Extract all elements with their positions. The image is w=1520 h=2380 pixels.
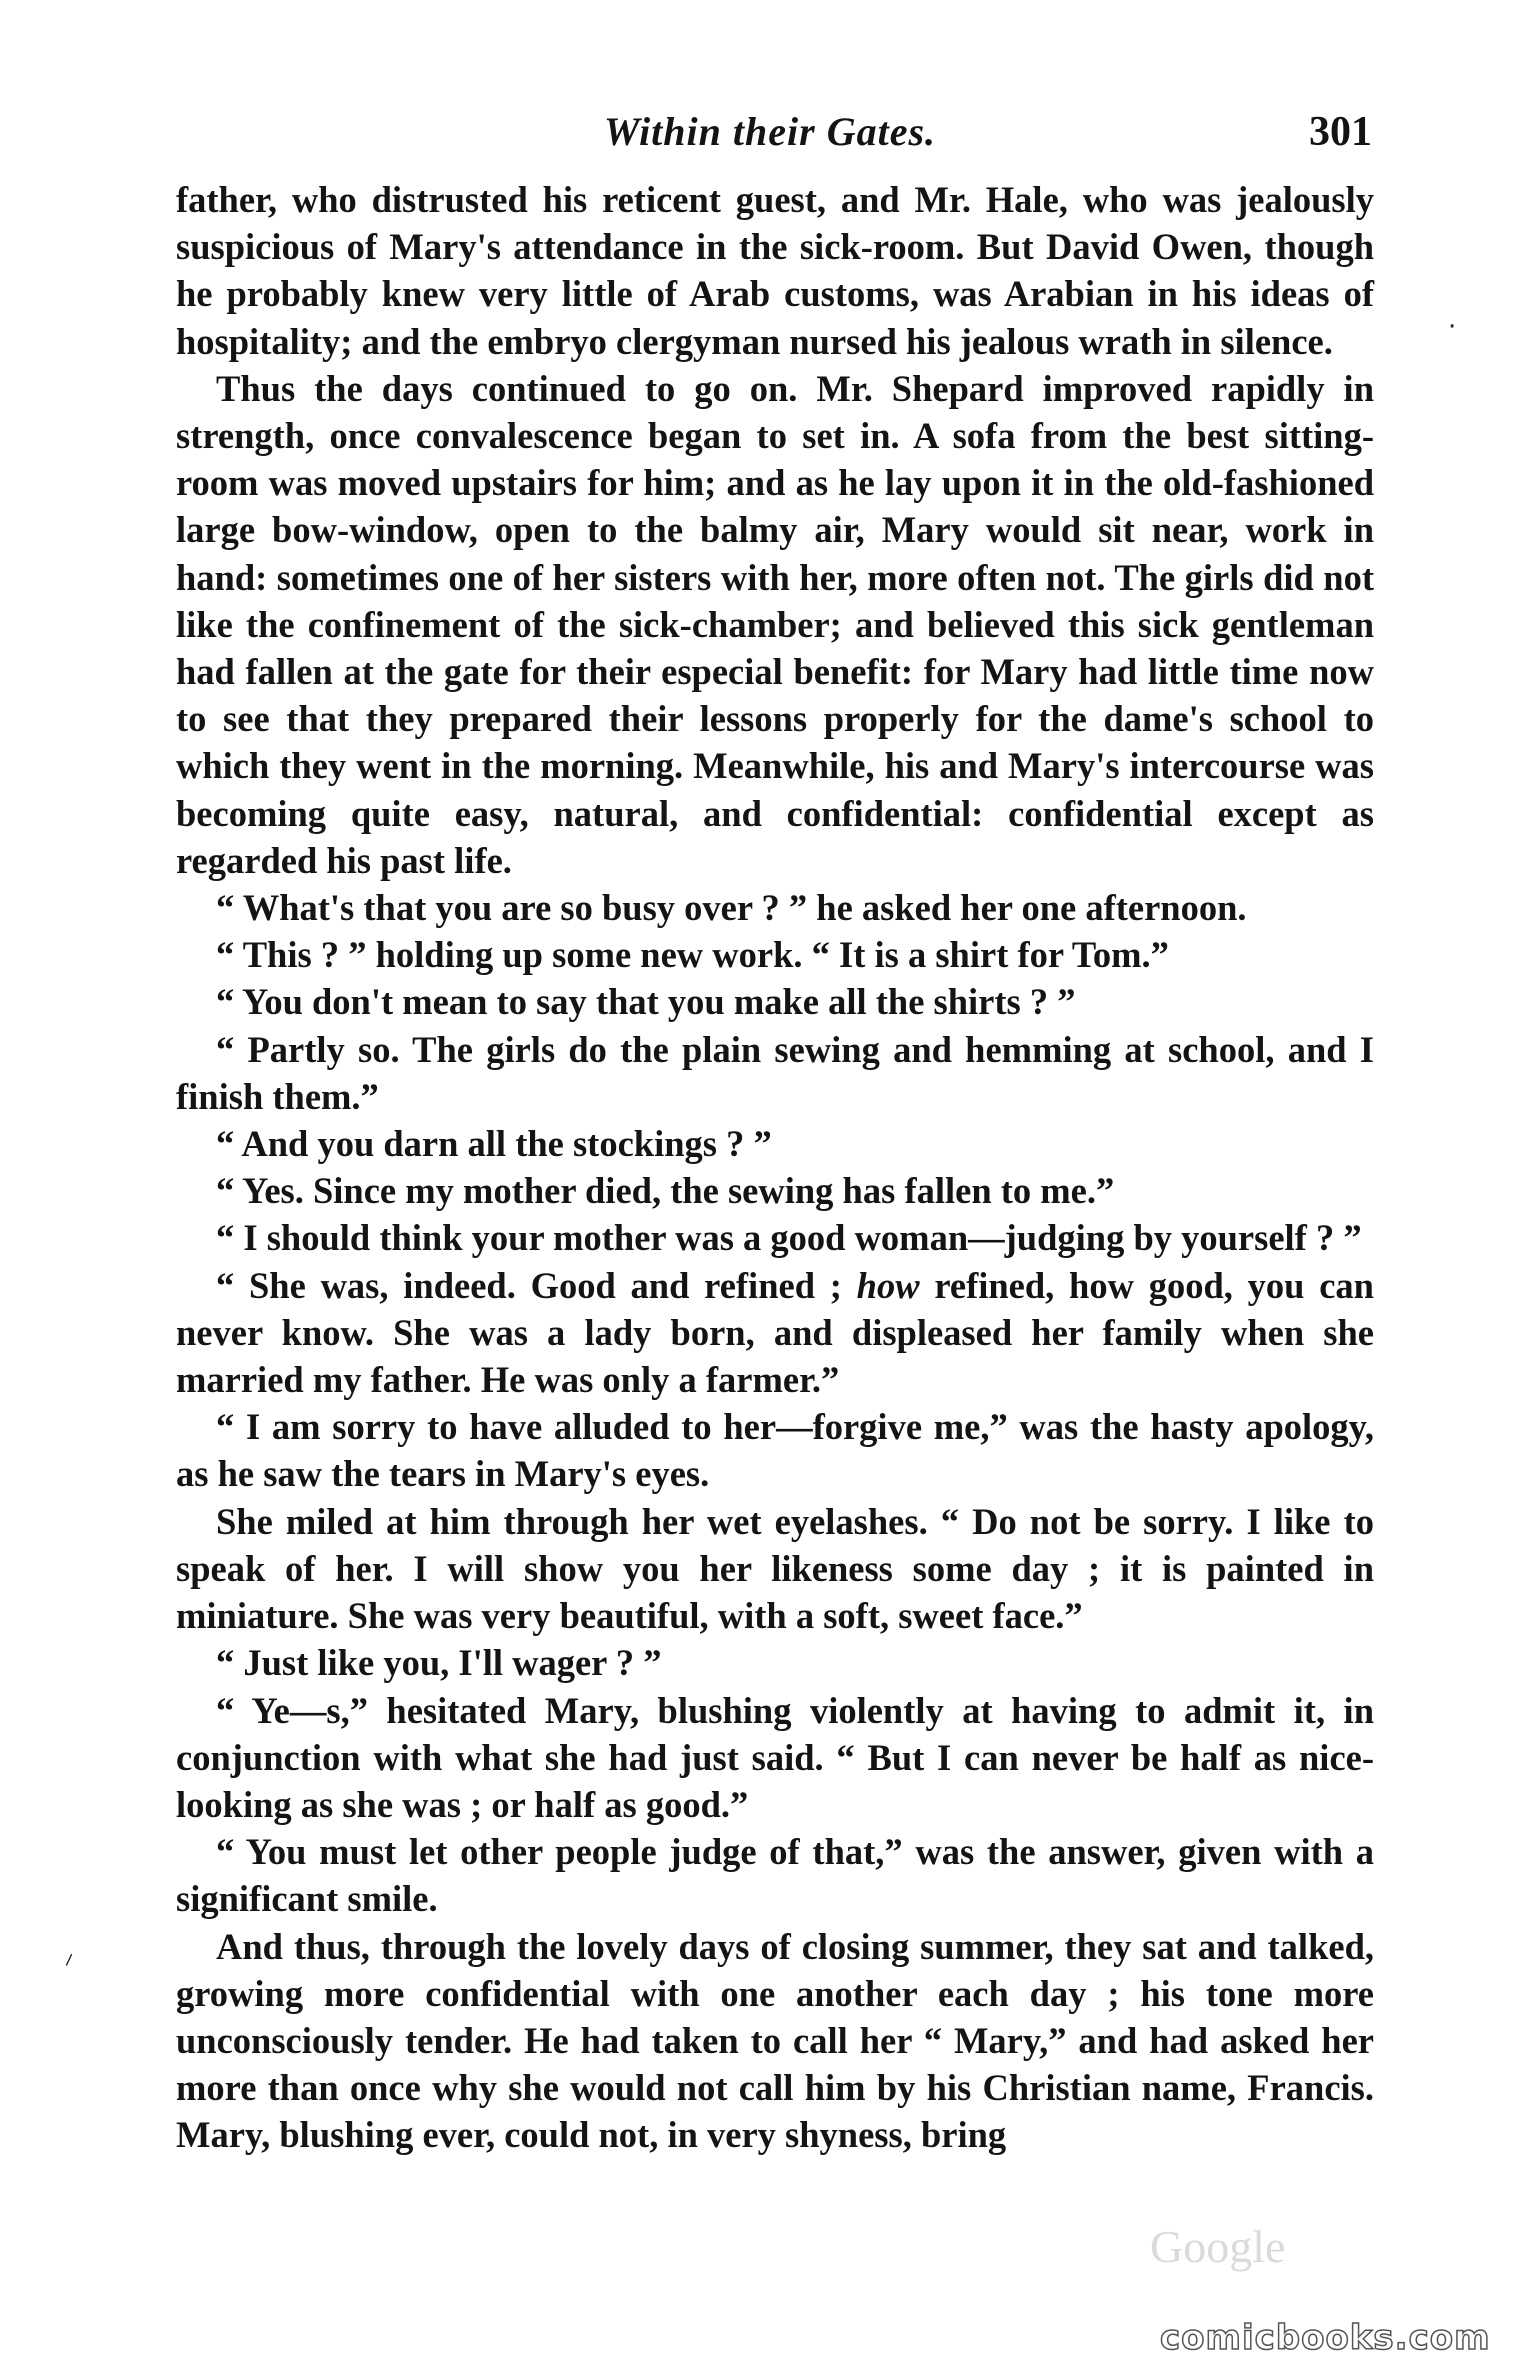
page-header [160,108,1380,168]
text-body [176,176,1374,2159]
emphasis-word: how [856,1264,920,1306]
paragraph: “ Partly so. The girls do the plain sewing and hemming at school, and I finish them.” [176,1028,1374,1117]
google-watermark: Google [1150,2221,1286,2272]
paragraph: Thus the days continued to go on. Mr. Shepard improved rapidly in strength, once convalescence began to set in. A sofa from the best sitting-room was moved upstairs for him; and as he lay upon it in the old-fashioned large bow-window, open to the balmy air, Mary would sit near, work in hand: sometimes one of her sisters with her, more often not. The girls did not like the confinement of the sick-chamber; and believed this sick gentleman had fallen at the gate for their especial benefit: for Mary had little time now to see that they prepared their lessons properly for the dame's school to which they went in the morning. Meanwhile, his and Mary's intercourse was becoming quite easy, natural, and confidential: confidential except as regarded his past life. [176,367,1374,881]
paragraph: “ This ? ” holding up some new work. “ It is a shirt for Tom.” [216,934,1169,976]
paragraph: “ I am sorry to have alluded to her—forgive me,” was the hasty apology, as he saw the tears in Mary's eyes. [176,1406,1374,1495]
paragraph [176,1262,1374,1404]
margin-speck: ⸝ [55,1938,79,1972]
paragraph: “ Just like you, I'll wager ? ” [216,1642,662,1684]
paragraph: “ I should think your mother was a good woman—judging by yourself ? ” [216,1217,1362,1259]
site-watermark: comicbooks.com [1160,2318,1491,2358]
paragraph: “ And you darn all the stockings ? ” [216,1123,772,1165]
paragraph: “ Ye—s,” hesitated Mary, blushing violently at having to admit it, in conjunction with what she had just said. “ But I can never be half as nice-looking as she was ; or half as good.” [176,1689,1374,1825]
paragraph: “ Yes. Since my mother died, the sewing has fallen to me.” [216,1170,1115,1212]
paragraph: “ What's that you are so busy over ? ” he asked her one afternoon. [216,887,1247,929]
paragraph: She miled at him through her wet eyelashes. “ Do not be sorry. I like to speak of her. I will show you her likeness some day ; it is painted in miniature. She was very beautiful, with a soft, sweet face.” [176,1500,1374,1637]
paragraph: father, who distrusted his reticent guest, and Mr. Hale, who was jealously suspicious of Mary's attendance in the sick-room. But David Owen, though he probably knew very little of Arab customs, was Arabian in his ideas of hospitality; and the embryo clergyman nursed his jealous wrath in silence. [176,179,1374,362]
paragraph: “ You must let other people judge of that,” was the answer, given with a significant smile. [176,1831,1374,1920]
paragraph-text: “ She was, indeed. Good and refined ; [216,1264,857,1306]
running-title: Within their Gates. [603,109,937,154]
paragraph: “ You don't mean to say that you make all the shirts ? ” [216,981,1076,1023]
paragraph-text: refined, how good, you can never know. She was a lady born, and displeased her family when she married my father. He was only a farmer.” [176,1264,1374,1401]
page-number: 301 [1309,109,1372,155]
paragraph: And thus, through the lovely days of closing summer, they sat and talked, growing more confidential with one another each day ; his tone more unconsciously tender. He had taken to call her “ Mary,” and had asked her more than once why she would not call him by his Christian name, Francis. Mary, blushing ever, could not, in very shyness, bring [176,1925,1374,2156]
margin-speck: · [1448,312,1457,342]
